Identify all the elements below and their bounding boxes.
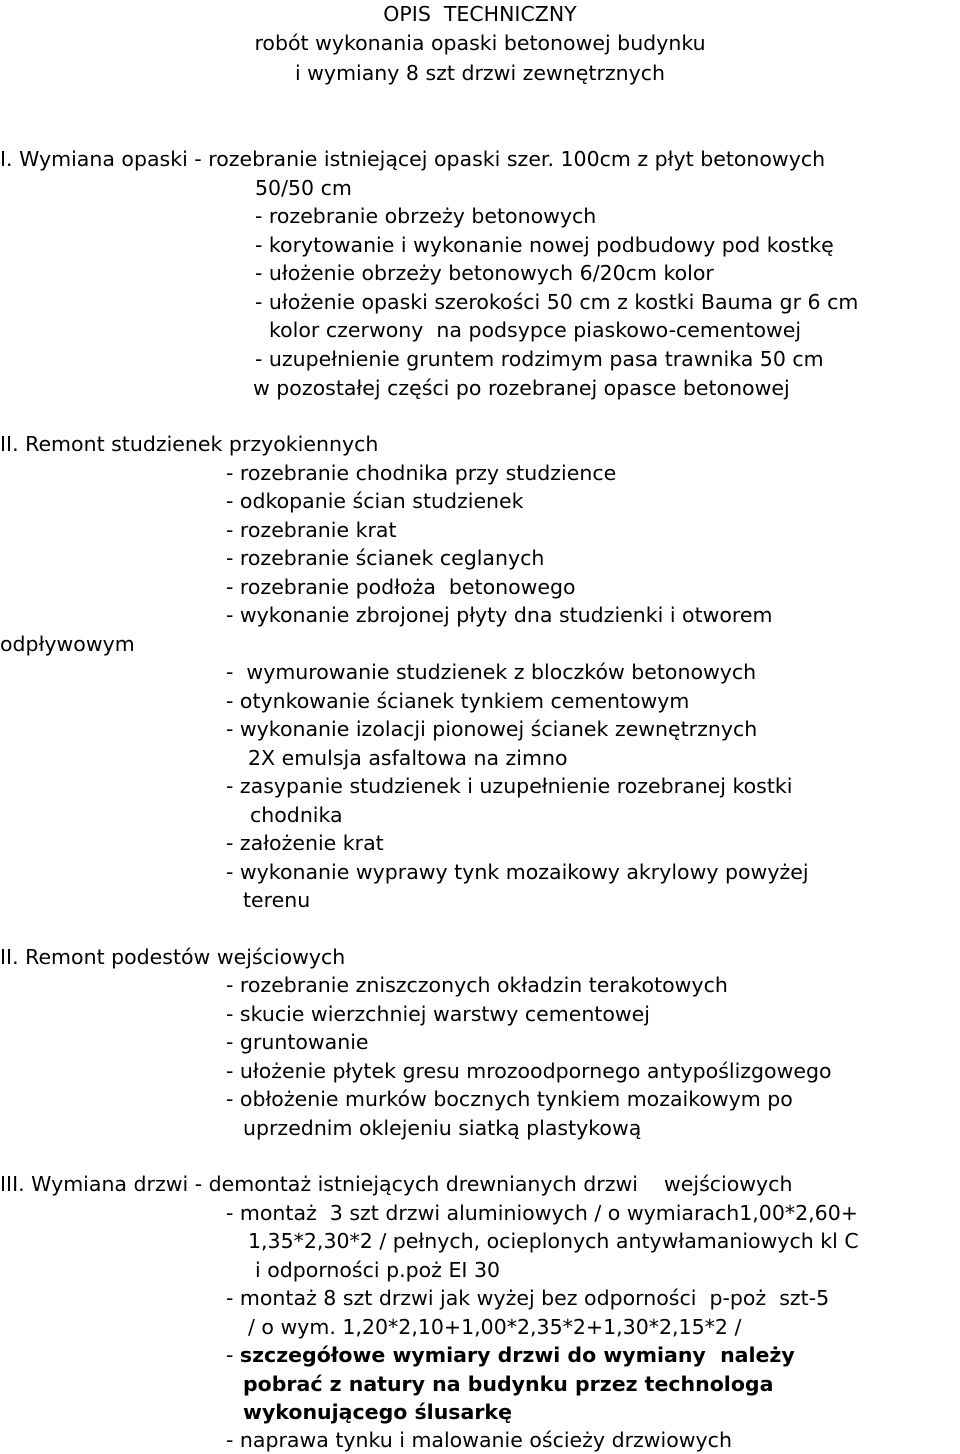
section-2-item: - rozebranie chodnika przy studzience xyxy=(226,461,617,485)
section-4-item-cont: / o wym. 1,20*2,10+1,00*2,35*2+1,30*2,15*2 / xyxy=(248,1315,742,1339)
section-4-heading: III. Wymiana drzwi - demontaż istniejących drewnianych drzwi wejściowych xyxy=(0,1172,793,1196)
section-1-heading: I. Wymiana opaski - rozebranie istniejącej opaski szer. 100cm z płyt betonowych xyxy=(0,147,826,171)
document-subtitle-line-1: robót wykonania opaski betonowej budynku xyxy=(254,31,706,55)
section-2-item: - założenie krat xyxy=(226,831,384,855)
section-4-item-cont: i odporności p.poż EI 30 xyxy=(255,1258,501,1282)
section-3-heading: II. Remont podestów wejściowych xyxy=(0,945,346,969)
section-4-item: - montaż 3 szt drzwi aluminiowych / o wymiarach1,00*2,60+ xyxy=(226,1201,858,1225)
section-4-item: - naprawa tynku i malowanie ościeży drzwiowych xyxy=(226,1428,732,1452)
section-2-item-cont: 2X emulsja asfaltowa na zimno xyxy=(248,746,568,770)
section-2-item-cont: chodnika xyxy=(250,803,343,827)
section-4-bold-item-cont: wykonującego ślusarkę xyxy=(243,1400,512,1424)
section-1-item: - korytowanie i wykonanie nowej podbudowy pod kostkę xyxy=(255,233,834,257)
section-1-item: - ułożenie opaski szerokości 50 cm z kostki Bauma gr 6 cm xyxy=(255,290,859,314)
section-1-heading-cont: 50/50 cm xyxy=(255,176,352,200)
section-3-item: - skucie wierzchniej warstwy cementowej xyxy=(226,1002,650,1026)
section-4-item-cont: 1,35*2,30*2 / pełnych, ocieplonych antywłamaniowych kl C xyxy=(248,1229,859,1253)
section-2-item: - otynkowanie ścianek tynkiem cementowym xyxy=(226,689,690,713)
section-2-item: - wykonanie izolacji pionowej ścianek zewnętrznych xyxy=(226,717,758,741)
section-4-bold-item-cont: pobrać z natury na budynku przez technologa xyxy=(243,1372,774,1396)
section-2-item-cont: terenu xyxy=(243,888,311,912)
section-3-item: - rozebranie zniszczonych okładzin terakotowych xyxy=(226,973,728,997)
section-2-item: - odkopanie ścian studzienek xyxy=(226,489,524,513)
section-3-item-cont: uprzednim oklejeniu siatką plastykową xyxy=(243,1116,642,1140)
section-1-item-cont: w pozostałej części po rozebranej opasce betonowej xyxy=(253,376,790,400)
document-title: OPIS TECHNICZNY xyxy=(383,2,577,26)
section-2-heading: II. Remont studzienek przyokiennych xyxy=(0,432,379,456)
section-2-item: - zasypanie studzienek i uzupełnienie rozebranej kostki xyxy=(226,774,793,798)
section-2-item: - wykonanie zbrojonej płyty dna studzienki i otworem xyxy=(226,603,773,627)
section-2-item: - wykonanie wyprawy tynk mozaikowy akrylowy powyżej xyxy=(226,860,809,884)
section-4-bold-item xyxy=(226,1341,795,1369)
section-2-item: - wymurowanie studzienek z bloczków betonowych xyxy=(226,660,757,684)
section-2-item-cont: odpływowym xyxy=(0,632,135,656)
bold-item-dash: - xyxy=(226,1343,240,1367)
section-3-item: - obłożenie murków bocznych tynkiem mozaikowym po xyxy=(226,1087,793,1111)
section-1-item-cont: kolor czerwony na podsypce piaskowo-cementowej xyxy=(269,318,802,342)
document-subtitle-line-2: i wymiany 8 szt drzwi zewnętrznych xyxy=(294,61,666,85)
section-3-item: - gruntowanie xyxy=(226,1030,369,1054)
section-2-item: - rozebranie krat xyxy=(226,518,397,542)
bold-item-text: szczegółowe wymiary drzwi do wymiany należy xyxy=(239,1343,795,1367)
section-1-item: - ułożenie obrzeży betonowych 6/20cm kolor xyxy=(255,261,714,285)
section-1-item: - rozebranie obrzeży betonowych xyxy=(255,204,597,228)
section-2-item: - rozebranie podłoża betonowego xyxy=(226,575,576,599)
section-1-item: - uzupełnienie gruntem rodzimym pasa trawnika 50 cm xyxy=(255,347,824,371)
section-2-item: - rozebranie ścianek ceglanych xyxy=(226,546,545,570)
section-3-item: - ułożenie płytek gresu mrozoodpornego antypoślizgowego xyxy=(226,1059,832,1083)
section-4-item: - montaż 8 szt drzwi jak wyżej bez odporności p-poż szt-5 xyxy=(226,1286,830,1310)
